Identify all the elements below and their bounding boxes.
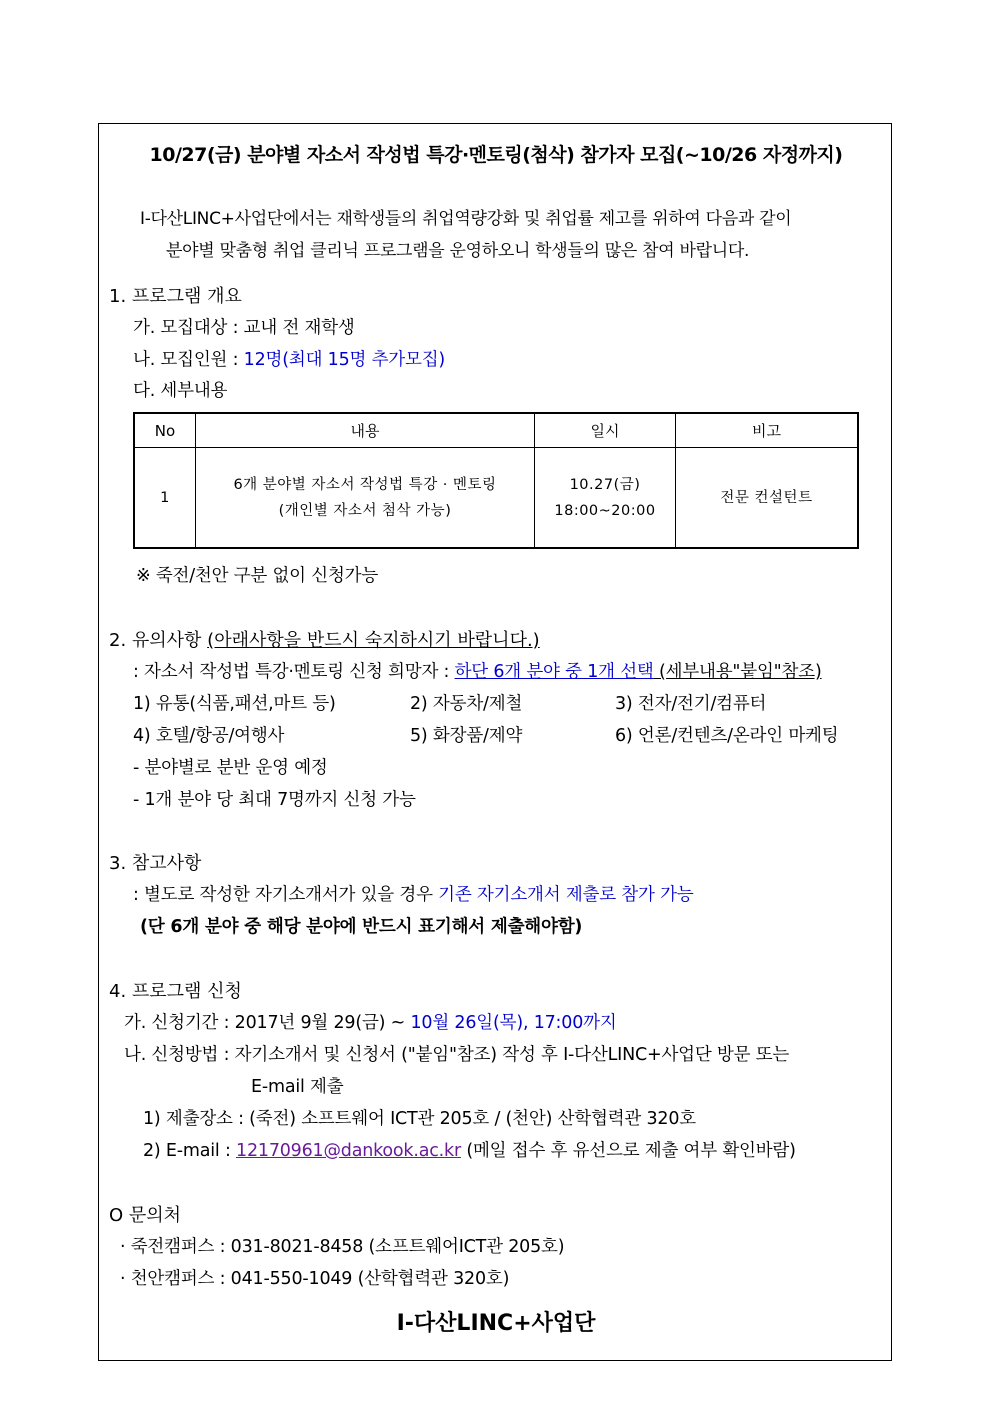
field-6: 6) 언론/컨텐츠/온라인 마케팅 [615, 726, 839, 746]
contact-cheonan: · 천안캠퍼스 : 041-550-1049 (산학협력관 320호) [120, 1269, 510, 1289]
apply-value: 하단 6개 분야 중 1개 선택 [454, 662, 654, 682]
email-link[interactable]: 12170961@dankook.ac.kr [236, 1141, 461, 1161]
apply-ref: (세부내용"붙임"참조) [653, 662, 822, 682]
apply-method-cont: E-mail 제출 [251, 1077, 344, 1097]
row-no: 1 [134, 448, 196, 549]
reference-line-2: (단 6개 분야 중 해당 분야에 반드시 표기해서 제출해야함) [140, 917, 583, 937]
section1-heading: 1. 프로그램 개요 [109, 286, 242, 307]
apply-method: 나. 신청방법 : 자기소개서 및 신청서 ("붙임"참조) 작성 후 I-다산LINC+사업단 방문 또는 [124, 1045, 790, 1065]
row-content-line-2: (개인별 자소서 첨삭 가능) [278, 502, 452, 519]
section4-heading: 4. 프로그램 신청 [109, 981, 242, 1002]
email-line [143, 1137, 796, 1162]
apply-period [124, 1009, 617, 1034]
reference-prefix: : 별도로 작성한 자기소개서가 있을 경우 [133, 885, 439, 905]
table-row [134, 448, 858, 549]
section2-heading [109, 626, 540, 652]
email-label: 2) E-mail : [143, 1141, 237, 1161]
field-2: 2) 자동차/제철 [410, 694, 523, 714]
reference-highlight: 기존 자기소개서 제출로 참가 가능 [438, 885, 694, 905]
recruit-target-label: 가. 모집대상 : [133, 318, 244, 338]
recruit-count [133, 346, 445, 371]
recruit-count-value: 12명(최대 15명 추가모집) [243, 350, 446, 370]
section2-heading-note: (아래사항을 반드시 숙지하시기 바랍니다.) [207, 630, 540, 651]
detail-table [133, 412, 859, 549]
note-max-per-field: - 1개 분야 당 최대 7명까지 신청 가능 [133, 790, 416, 810]
section2-heading-text: 2. 유의사항 [109, 630, 208, 651]
header-no: No [134, 413, 196, 448]
document-title: 10/27(금) 분야별 자소서 작성법 특강·멘토링(첨삭) 참가자 모집(~10/26 자정까지) [149, 144, 843, 166]
contact-jukjeon: · 죽전캠퍼스 : 031-8021-8458 (소프트웨어ICT관 205호) [120, 1237, 565, 1257]
campus-remark: ※ 죽전/천안 구분 없이 신청가능 [136, 566, 379, 586]
detail-label: 다. 세부내용 [133, 381, 228, 401]
apply-line [133, 658, 822, 683]
intro-line-1: I-다산LINC+사업단에서는 재학생들의 취업역량강화 및 취업률 제고를 위하여 다음과 같이 [140, 209, 792, 229]
row-date-line-1: 10.27(금) [569, 476, 641, 493]
field-1: 1) 유통(식품,패션,마트 등) [133, 694, 336, 714]
submit-place: 1) 제출장소 : (죽전) 소프트웨어 ICT관 205호 / (천안) 산학협력관 320호 [143, 1109, 696, 1129]
row-content [196, 448, 535, 549]
field-4: 4) 호텔/항공/여행사 [133, 726, 285, 746]
recruit-target-value: 교내 전 재학생 [243, 318, 355, 338]
recruit-target [133, 314, 355, 339]
email-note: (메일 접수 후 유선으로 제출 여부 확인바람) [460, 1141, 796, 1161]
header-note: 비고 [676, 413, 859, 448]
apply-period-deadline: 10월 26일(목), 17:00까지 [410, 1013, 617, 1033]
row-date-line-2: 18:00~20:00 [554, 502, 656, 519]
row-date [535, 448, 676, 549]
reference-line-1 [133, 881, 693, 906]
header-date: 일시 [535, 413, 676, 448]
intro-line-2: 분야별 맞춤형 취업 클리닉 프로그램을 운영하오니 학생들의 많은 참여 바랍니다. [166, 241, 750, 261]
apply-label: : 자소서 작성법 특강·멘토링 신청 희망자 : [133, 662, 455, 682]
contact-heading: O 문의처 [109, 1205, 182, 1226]
section3-heading: 3. 참고사항 [109, 853, 202, 874]
table-header-row [134, 413, 858, 448]
field-3: 3) 전자/전기/컴퓨터 [615, 694, 767, 714]
note-split-class: - 분야별로 분반 운영 예정 [133, 758, 328, 778]
recruit-count-label: 나. 모집인원 : [133, 350, 244, 370]
header-content: 내용 [196, 413, 535, 448]
field-5: 5) 화장품/제약 [410, 726, 523, 746]
organization-name: I-다산LINC+사업단 [396, 1311, 596, 1336]
apply-period-label: 가. 신청기간 : 2017년 9월 29(금) ~ [124, 1013, 411, 1033]
row-content-line-1: 6개 분야별 자소서 작성법 특강 · 멘토링 [233, 476, 497, 493]
row-note: 전문 컨설턴트 [676, 448, 859, 549]
